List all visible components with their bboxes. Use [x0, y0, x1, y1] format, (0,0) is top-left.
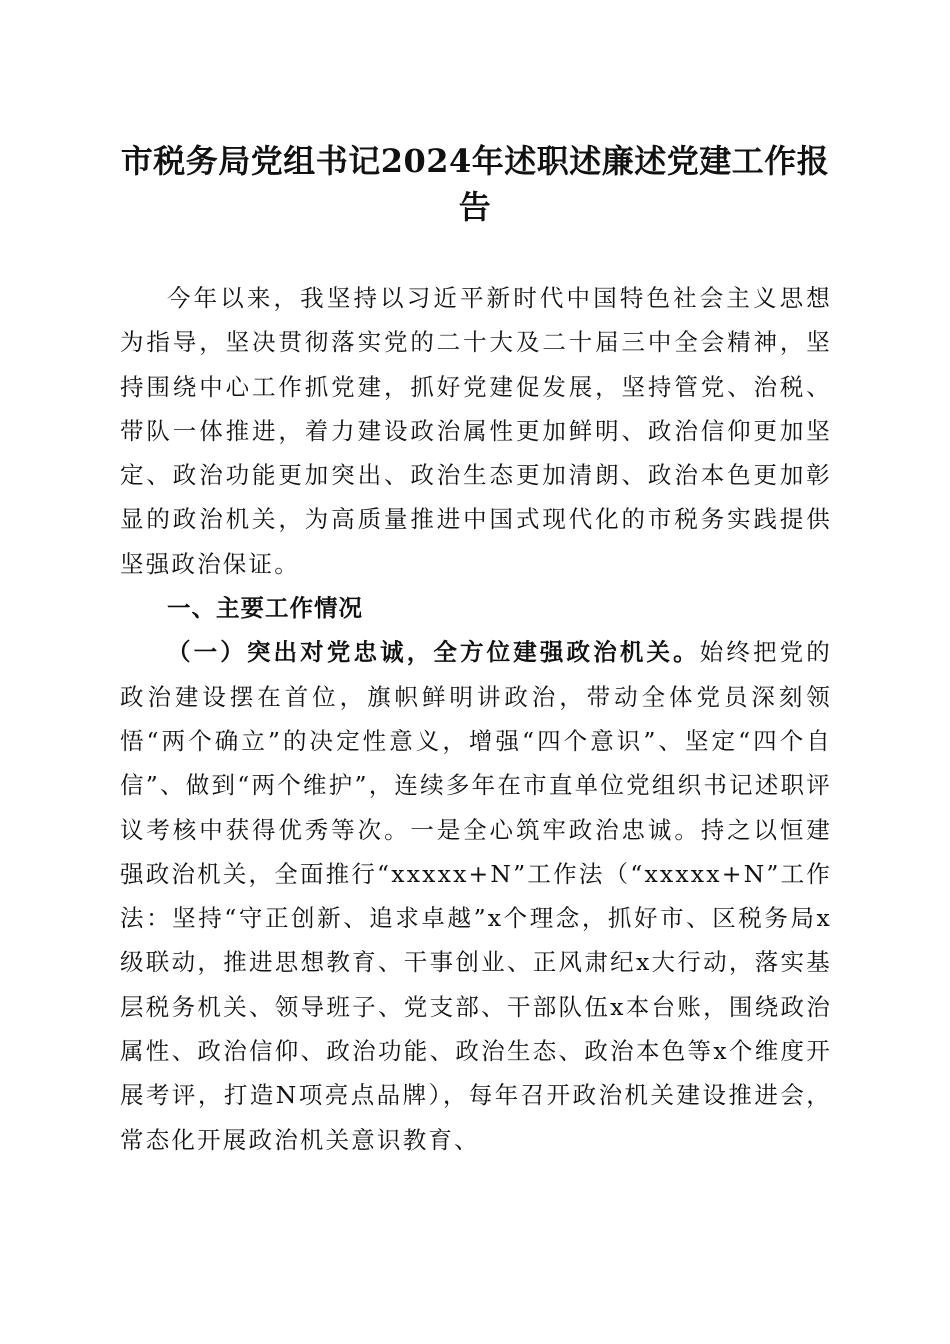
subsection-heading-1: （一）突出对党忠诚，全方位建强政治机关。	[167, 638, 700, 667]
intro-paragraph: 今年以来，我坚持以习近平新时代中国特色社会主义思想为指导，坚决贯彻落实党的二十大及二十届三中全会精神，坚持围绕中心工作抓党建，抓好党建促发展，坚持管党、治税、带队一体推进，着力建设政治属性更加鲜明、政治信仰更加坚定、政治功能更加突出、政治生态更加清朗、政治本色更加彰显的政治机关，为高质量推进中国式现代化的市税务实践提供坚强政治保证。	[120, 284, 832, 578]
document-title: 市税务局党组书记2024年述职述廉述党建工作报告	[120, 142, 830, 226]
subsection-body-1: 始终把党的政治建设摆在首位，旗帜鲜明讲政治，带动全体党员深刻领悟“两个确立”的决定性意义，增强“四个意识”、坚定“四个自信”、做到“两个维护”，连续多年在市直单位党组织书记述职评议考核中获得优秀等次。一是全心筑牢政治忠诚。持之以恒建强政治机关，全面推行“xxxxx+N”工作法（“xxxxx+N”工作法：坚持“守正创新、追求卓越”x个理念，抓好市、区税务局x级联动，推进思想教育、干事创业、正风肃纪x大行动，落实基层税务机关、领导班子、党支部、干部队伍x本台账，围绕政治属性、政治信仰、政治功能、政治生态、政治本色等x个维度开展考评，打造N项亮点品牌），每年召开政治机关建设推进会，常态化开展政治机关意识教育、	[120, 638, 832, 1154]
section-heading-main-work: 一、主要工作情况	[167, 594, 363, 623]
subsection-paragraph-1	[120, 630, 832, 1162]
document-body	[120, 276, 832, 1162]
